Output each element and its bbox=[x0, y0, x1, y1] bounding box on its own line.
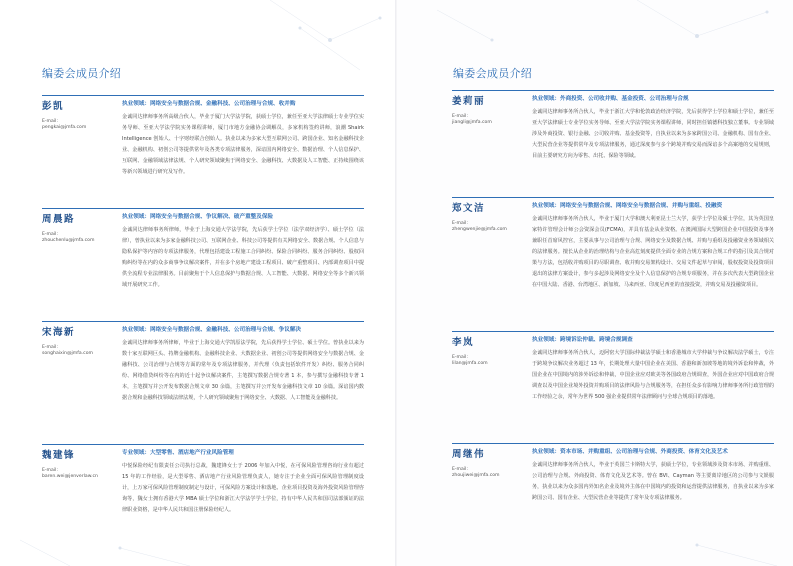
member-name: 郑文洁 bbox=[452, 203, 486, 214]
member-detail bbox=[122, 100, 364, 178]
member-detail bbox=[122, 449, 364, 516]
field-value: 网络安全与数据合规、网络安全与数据合规、并购与重组、投融资 bbox=[559, 203, 723, 209]
field-label: 执业领域： bbox=[532, 96, 560, 102]
member-email[interactable]: pengkai@jmfa.com bbox=[42, 125, 87, 130]
field-value: 网络安全与数据合规、争议解决、破产重整及保险 bbox=[149, 214, 274, 220]
member-name: 李岚 bbox=[452, 337, 475, 348]
practice-field bbox=[122, 449, 364, 457]
section-title: 编委会成员介绍 bbox=[42, 67, 122, 80]
divider bbox=[452, 90, 774, 91]
member-name: 姜莉丽 bbox=[452, 96, 486, 107]
practice-field bbox=[122, 213, 364, 221]
member-bio: 金诚同达律师事务所高级合伙人，毕业于厦门大学法学院，获硕士学位，兼任至亚大学法律硕士专业学位实务导师、至亚大学法学院实务课程讲师，厦门市地方金融协会调解员，多家机构签约讲师，浪潮 Shairk Intelligence 创始人、十字财经联合创始人。执业以来为多家大型互联网公司、跨国企业、知名金融科技企业、金融机构、初创公司等提供常年及各类专项法律服务，深谙国内网络安全、数据治理、个人信息保护、互联网、金融领域法律法规、个人研究领域聚焦于网络安全、金融科技、大数据及人工智能、正持续围绕该等新兴领域进行研究及写作。 bbox=[122, 114, 364, 175]
member-meta bbox=[42, 101, 118, 131]
member-meta bbox=[42, 327, 118, 357]
practice-field bbox=[532, 448, 774, 456]
field-label: 执业领域： bbox=[122, 214, 150, 220]
member-meta bbox=[452, 203, 528, 233]
member-email[interactable]: baren.wei@jenverlaw.cn bbox=[42, 474, 98, 479]
member-meta bbox=[452, 337, 528, 367]
member-name: 彭凯 bbox=[42, 101, 65, 112]
divider bbox=[42, 208, 364, 209]
email-label: E-mail： bbox=[452, 467, 471, 472]
field-value: 网络安全与数据合规、金融科技、公司治理与合规、争议解决 bbox=[149, 327, 302, 333]
field-label: 执业领域： bbox=[122, 101, 150, 107]
field-value: 外商投资、公司收并购、基金投资、公司治理与合规 bbox=[559, 96, 689, 102]
right-page bbox=[397, 0, 793, 566]
member-email[interactable]: jiangli@jmfa.com bbox=[452, 120, 492, 125]
practice-field bbox=[122, 100, 364, 108]
practice-field bbox=[532, 336, 774, 344]
email-label: E-mail： bbox=[452, 355, 471, 360]
member-email[interactable]: zhouchenlu@jmfa.com bbox=[42, 238, 95, 243]
member-email[interactable]: songhaixin@jmfa.com bbox=[42, 351, 93, 356]
member-email[interactable]: lilan@jmfa.com bbox=[452, 361, 488, 366]
member-bio: 金诚同达律师事务所合伙人，毕业于英国兰卡斯特大学，获硕士学位，专业领域涉及资本市场、并购重组、公司治理与合规、外商投资、体育文化及艺术等。曾在 BVI、Cayman 等主要离岸地区的公司参与文娱服务，执业以来为众多国内外知名企业及境外主体在中国境内的投资和运营提供法律服务，自执业以来为多家跨国公司、国有企业、大型民营企业等提供了常年及专项法律服务。 bbox=[532, 462, 774, 501]
field-label: 执业领域： bbox=[122, 327, 150, 333]
practice-field bbox=[532, 202, 774, 210]
email-label: E-mail： bbox=[452, 114, 471, 119]
member-detail bbox=[532, 336, 774, 403]
divider bbox=[452, 443, 774, 444]
divider bbox=[452, 331, 774, 332]
member-meta bbox=[452, 449, 528, 479]
member-detail bbox=[122, 326, 364, 404]
member-bio: 金诚同达律师事务所合伙人，迈阿密大学国际仲裁法学硕士和香港城市大学仲裁与争议解决法学硕士，专注于跨境争议解决业务超过 13 年，长期处理大量中国企业在美国、香港和新加坡等地的境外诉讼和仲裁，外国企业在中国境内的涉外诉讼和仲裁，中国企业应对欧美等各国政府合规调查，外国企业应对中国政府合规调查以及中国企业境外投资并购项目的法律风险与合规服务等，在担任众多有影响力律师事务所行政管理的工作经验之余，常年为世界 500 强企业提供常年法律顾问与全球合规项目的落地。 bbox=[532, 350, 774, 400]
member-detail bbox=[532, 202, 774, 291]
member-name: 周继伟 bbox=[452, 449, 486, 460]
field-label: 执业领域： bbox=[532, 203, 560, 209]
field-value: 网络安全与数据合规、金融科技、公司治理与合规、收并购 bbox=[149, 101, 296, 107]
field-label: 执业领域： bbox=[532, 337, 560, 343]
member-meta bbox=[42, 450, 118, 480]
member-meta bbox=[452, 96, 528, 126]
member-detail bbox=[532, 95, 774, 162]
member-name: 周晨路 bbox=[42, 214, 76, 225]
member-detail bbox=[532, 448, 774, 504]
member-name: 宋海新 bbox=[42, 327, 76, 338]
divider bbox=[42, 321, 364, 322]
member-email[interactable]: zhengwenjie@jmfa.com bbox=[452, 227, 507, 232]
member-bio: 中悦保险经纪有限责任公司执行总裁，魏建锋女士于 2006 年加入中悦，在可保风险管理咨询行业有超过 15 年的工作经验，是大型零售、酒店地产行业风险管理负责人，她专注于企业全面可保风险管理制度设计，上万家可保风险管理制度制定与设计，可保风险方案设计和落地、企业项目投资及海外投资风险管理咨询等，魏女士拥有香港大学 MBA 硕士学位和浙江大学法学学士学位，持有中华人民共和国司法部颁证的法律职业资格，是中华人民共和国注册保险经纪人。 bbox=[122, 463, 364, 513]
section-title: 编委会成员介绍 bbox=[453, 67, 533, 80]
field-value: 跨境诉讼仲裁、跨境合规调查 bbox=[559, 337, 633, 343]
email-label: E-mail： bbox=[42, 345, 61, 350]
member-detail bbox=[122, 213, 364, 291]
member-meta bbox=[42, 214, 118, 244]
left-page bbox=[0, 0, 396, 566]
divider bbox=[452, 197, 774, 198]
divider bbox=[42, 95, 364, 96]
member-bio: 金诚同达律师事务所合伙人，毕业于浙江大学和伦敦政治经济学院，先后获得学士学位和硕士学位，兼任至亚大学法律硕士专业学位实务导师、至亚大学法学院实务课程讲师，同时担任镇德科技独立董事。专业领域涉及外商投资、银行金融、公司收并购、基金投资等，自执业以来为多家跨国公司、金融机构、国有企业、大型民营企业等提供常年及专项法律服务，通过深度参与多个跨境并购交易而深谙多个高案地的交易规则，目前主要研究方向为零售、出托、保险等领域。 bbox=[532, 109, 774, 159]
member-email[interactable]: zhoujiwei@jmfa.com bbox=[452, 473, 500, 478]
email-label: E-mail： bbox=[42, 232, 61, 237]
email-label: E-mail： bbox=[42, 468, 61, 473]
field-label: 执业领域： bbox=[532, 449, 560, 455]
field-label: 专业领域： bbox=[122, 450, 150, 456]
practice-field bbox=[122, 326, 364, 334]
member-bio: 金诚同达律师事务所合伙人，毕业于厦门大学和澳大利亚昆士兰大学，获学士学位及硕士学位，其为英国皇家特许管理会计师公会资深会员(FCMA)，并具有基金从业资格。在澳洲国际大型跨国企业中国投资及事务兼职任首席风控官，主要从事与公司治理与合规、网络安全及数据合规、并购与重组及投融资业务领域相关的法律服务。擅长从企业的治理结构与企业高危刻度提供全面专业的合规方案和合规工作的指引及其合规对策与方法，包括收并购项目的尽职调查、收并购交易架构设计、交易文件起草与审阅，股权投资及投资项目退出的法律方案设计，参与多起涉及网络安全及个人信息保护的合规专项服务，并在多次代表大型跨国企业在中国大陆、香港、台湾地区、新加坡、马来西亚、印度尼西亚的直接投资，并购交易及投融资项目。 bbox=[532, 216, 774, 288]
divider bbox=[42, 444, 364, 445]
field-value: 大型零售、酒店地产行业风险管理 bbox=[149, 450, 234, 456]
member-name: 魏建锋 bbox=[42, 450, 76, 461]
email-label: E-mail： bbox=[42, 119, 61, 124]
practice-field bbox=[532, 95, 774, 103]
email-label: E-mail： bbox=[452, 221, 471, 226]
member-bio: 金诚同达律师事务所律师，毕业于上海交通大学法学院，先后获学士学位（法学双经济学）、硕士学位（法律），曾执业以来为多家金融科技公司、互联网企业、科技公司等提供有关网络安全、数据合规、个人信息与隐私保护等内容的专项法律服务，代理包括建设工程施工合同纠纷、保险合同纠纷、服务合同纠纷、股权回购纠纷等在内的众多商事争议解决案件，并在多个房地产建设工程项目、破产重整项目、内部调查项目中提供全流程专业法律服务。目前聚焦于个人信息保护与数据合规、人工智能、大数据、网络安全等多个新兴领域开展研究工作。 bbox=[122, 227, 364, 288]
field-value: 资本市场、并购重组、公司治理与合规、外商投资、体育文化及艺术 bbox=[559, 449, 728, 455]
member-bio: 金诚同达律师事务所律师，毕业于上海交通大学凯原法学院，先后获得学士学位、硕士学位。曾执业以来为数十家互联网巨头、持牌金融机构、金融科技企业、大数据企业、初创公司等提供网络安全与数据合规、金融科技、公司治理与合规等方面的常年及专项法律服务，并代理（负责包括软件开发）纠纷、服务合同纠纷、网络借贷纠纷等在内的近十起争议解决案件，主笔撰写数据合规专著 1 本，参与撰写金融科技专著 1 本，主笔撰写并公开发布数据合规文章 30 余篇，主笔撰写并公开发布金融科技文章 10 余篇。深谙国内数据合规和金融科技领域法律法规，个人研究领域聚焦于网络安全、大数据、人工智能及金融科技。 bbox=[122, 340, 364, 401]
